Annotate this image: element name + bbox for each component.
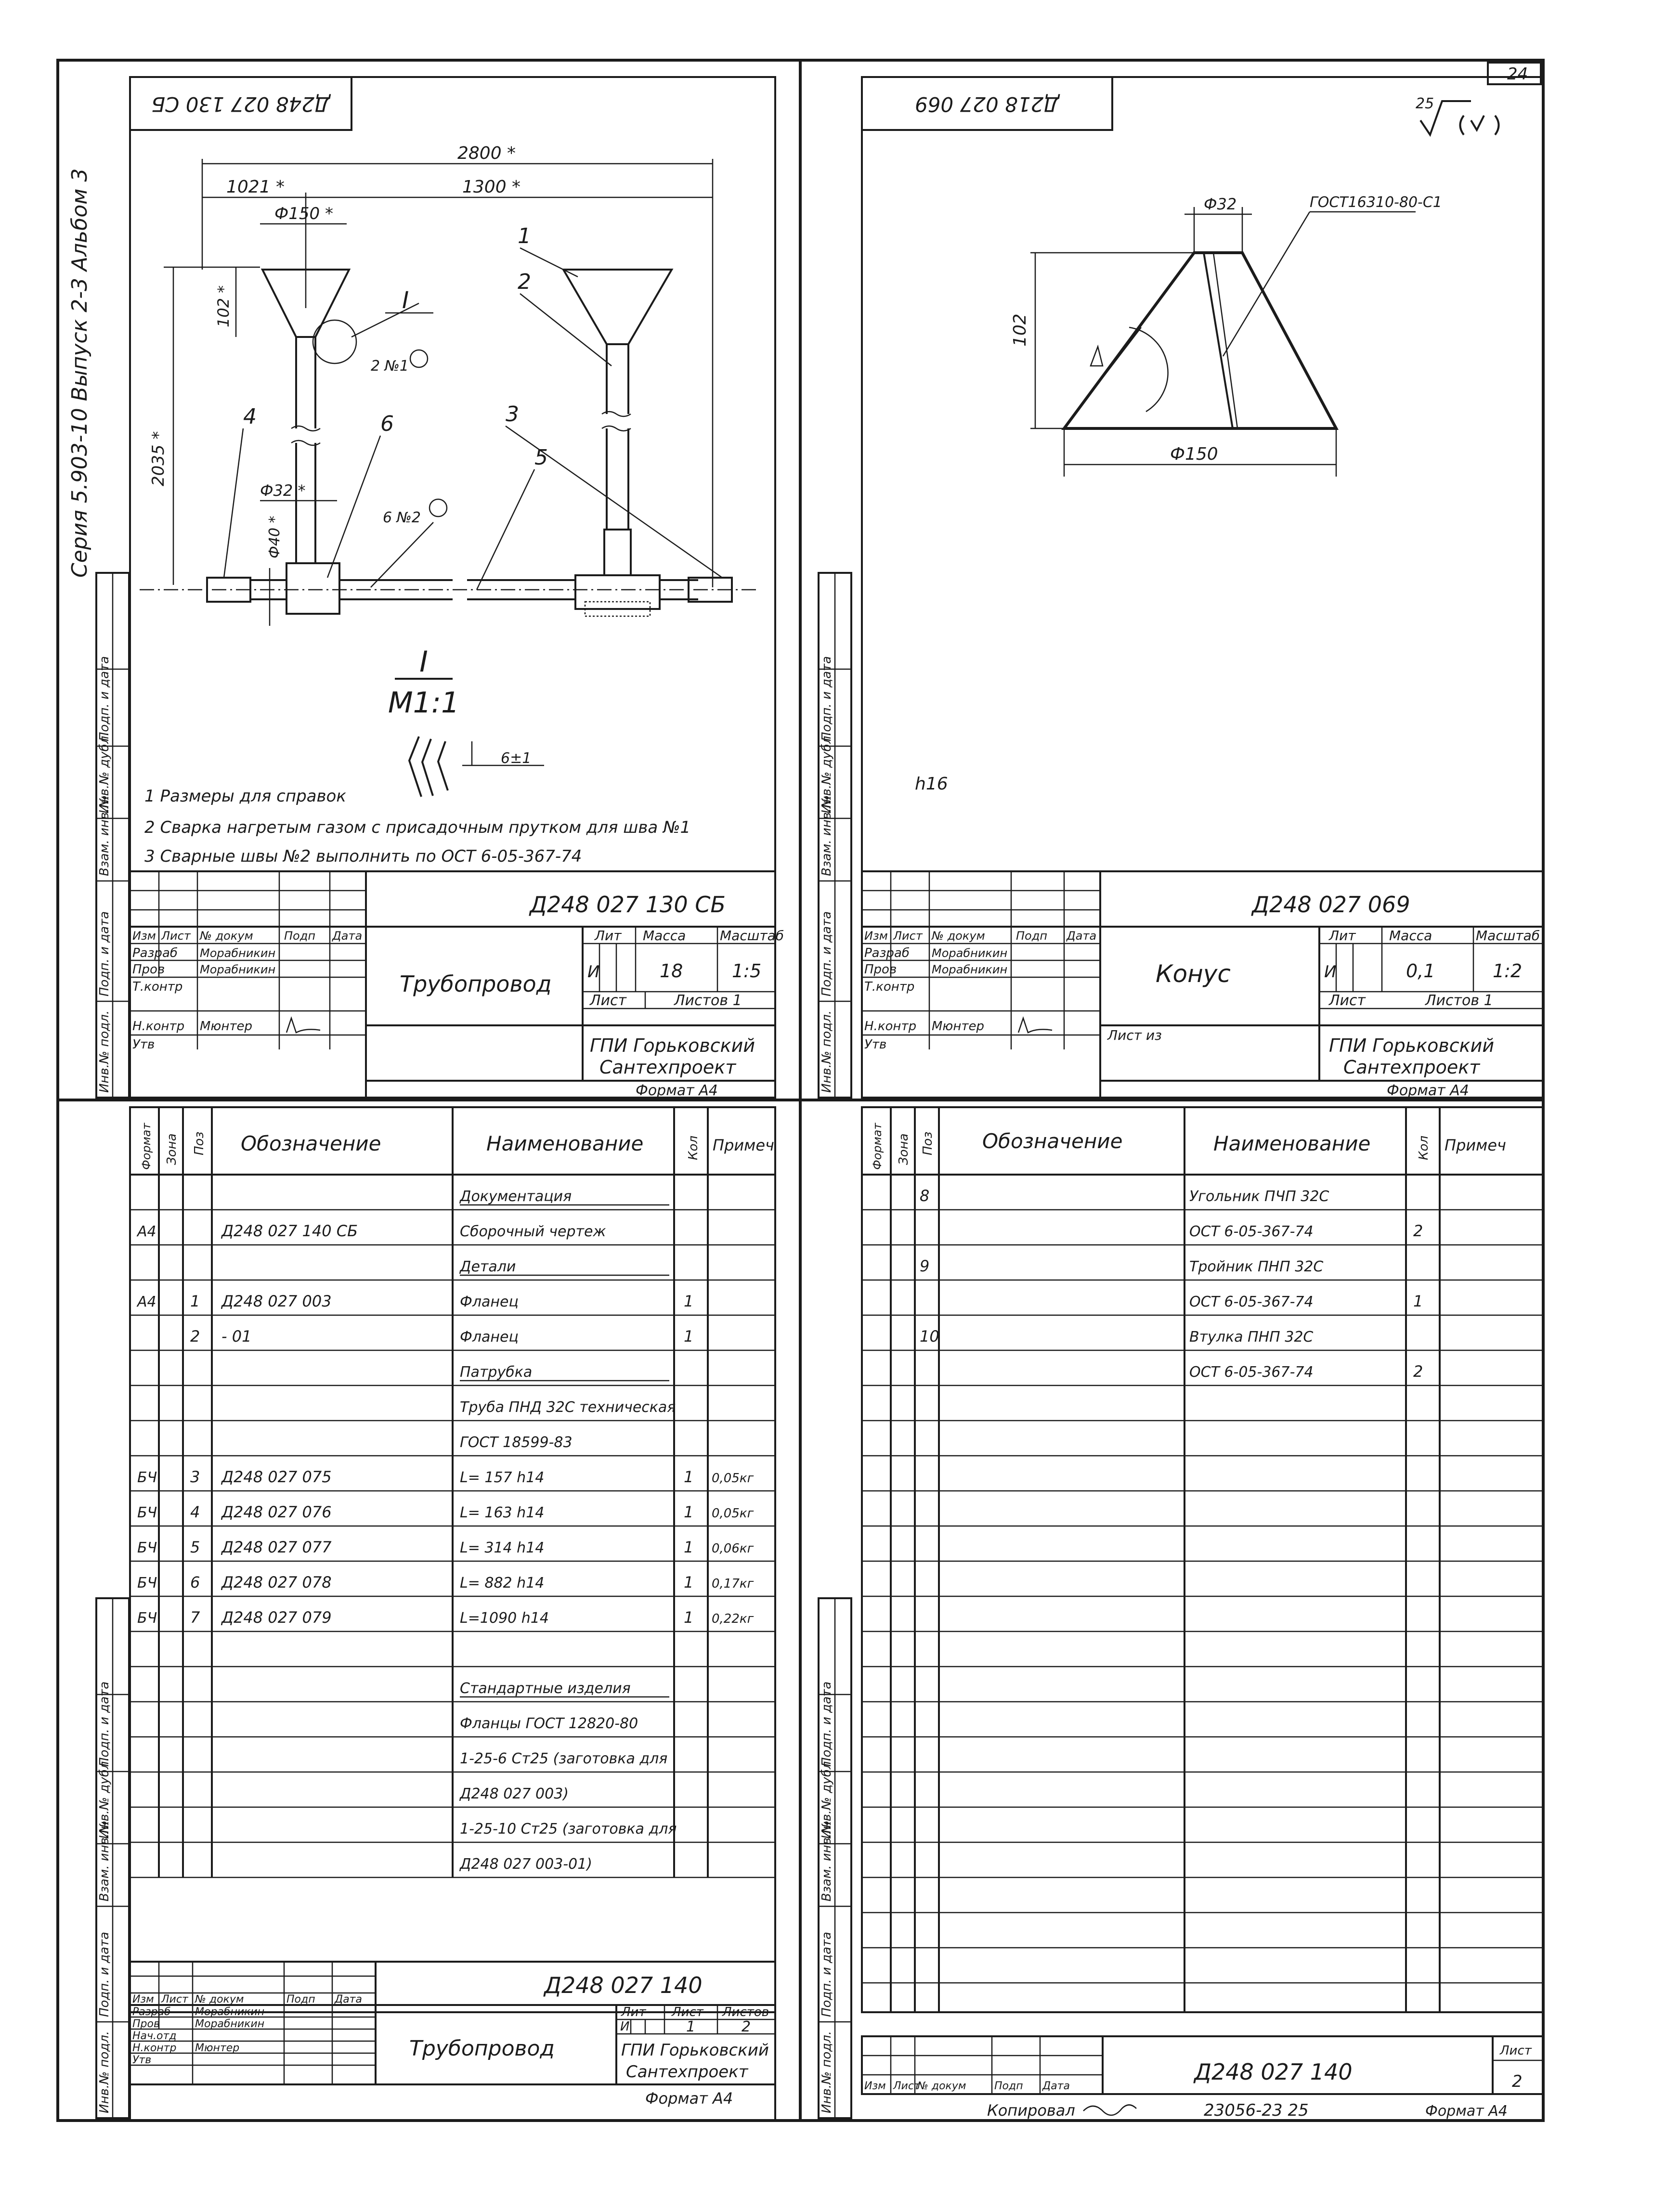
bl-tb-lit-h: Лит xyxy=(621,2005,646,2019)
tr-hdr-date: Дата xyxy=(1067,929,1097,943)
spec-row xyxy=(460,1750,667,1767)
spec-cell-poz: 8 xyxy=(920,1187,930,1205)
bl-tb-org2: Сантехпроект xyxy=(626,2062,748,2082)
tr-hdr-doc: № докум xyxy=(932,929,985,943)
bl-stamp-2: Подп. и дата xyxy=(97,1931,112,2017)
spec-cell-poz: 9 xyxy=(920,1257,930,1275)
r-hdr-kol: Кол xyxy=(1417,1136,1431,1160)
bl-title-block xyxy=(130,1962,775,2121)
tl-tb-scale-v: 1:5 xyxy=(732,960,762,982)
tl-tb-lit-h: Лит xyxy=(595,928,622,944)
spec-cell-qty: 1 xyxy=(684,1573,694,1591)
dim-pipe-d: Ф32 * xyxy=(260,481,306,500)
bl-tb-org1: ГПИ Горьковский xyxy=(621,2041,769,2060)
callout-I: I xyxy=(402,287,409,314)
spec-cell-qty: 1 xyxy=(684,1608,694,1627)
dim-overall: 2800 * xyxy=(457,143,516,163)
spec-cell-qty: 1 xyxy=(684,1503,694,1521)
spec-row xyxy=(137,1608,754,1627)
tr-tb-scale-v: 1:2 xyxy=(1493,960,1523,982)
detail-I xyxy=(388,645,544,797)
bl-hdr-doc: № докум xyxy=(195,1993,244,2005)
tr-name-nkontr: Мюнтер xyxy=(932,1019,984,1034)
spec-cell-name: Фланцы ГОСТ 12820-80 xyxy=(460,1715,638,1732)
spec-row xyxy=(460,1680,669,1697)
spec-cell-name: Тройник ПНП 32С xyxy=(1189,1258,1324,1275)
tl-hdr-podp: Подп xyxy=(284,929,316,943)
spec-cell-name: L= 882 h14 xyxy=(460,1575,545,1591)
bl-tb-sheets-h: Листов xyxy=(722,2005,769,2019)
spec-cell-poz: 2 xyxy=(190,1327,200,1345)
br-hdr-list: Лист xyxy=(893,2080,920,2092)
tl-role-nkontr: Н.контр xyxy=(132,1019,185,1034)
cone-dia-bottom: Ф150 xyxy=(1170,444,1218,464)
spec-row xyxy=(137,1503,754,1521)
weld-2-label: 6 №2 xyxy=(383,509,421,526)
tl-name-prov: Морабникин xyxy=(200,963,276,976)
spec-cell-poz: 7 xyxy=(190,1608,200,1627)
dim-funnel-d: Ф150 * xyxy=(274,204,333,223)
tr-hdr-izm: Изм xyxy=(864,929,888,943)
br-side-stamp xyxy=(819,1598,851,2118)
bl-hdr-izm: Изм xyxy=(132,1993,154,2005)
cone-dia-top: Ф32 xyxy=(1204,195,1237,213)
tr-role-nkontr: Н.контр xyxy=(864,1019,917,1034)
spec-cell-name: Фланец xyxy=(460,1329,519,1345)
dim-tee-d: Ф40 * xyxy=(266,516,283,558)
pos-2: 2 xyxy=(518,270,531,294)
tr-code-rotated: Д218 027 069 xyxy=(914,92,1060,116)
spec-row xyxy=(459,1785,569,1802)
roughness-mark xyxy=(1416,95,1499,135)
hdr-poz: Поз xyxy=(192,1131,207,1155)
spec-cell-name: L=1090 h14 xyxy=(460,1610,549,1627)
spec-row xyxy=(190,1327,693,1345)
spec-cell-name: Фланец xyxy=(460,1294,519,1310)
br-stamp-2: Подп. и дата xyxy=(820,1931,834,2017)
tr-role-prov: Пров xyxy=(864,962,897,977)
spec-cell-name: Труба ПНД 32С техническая xyxy=(460,1399,676,1416)
hdr-kol: Кол xyxy=(686,1136,701,1160)
tl-role-prov: Пров xyxy=(132,962,165,977)
bl-side-stamp xyxy=(96,1598,129,2118)
spec-cell-name: 1-25-6 Ст25 (заготовка для xyxy=(460,1750,668,1767)
tr-signature xyxy=(1018,1018,1052,1033)
bl-role-1: Разраб xyxy=(132,2006,171,2018)
bl-role-4: Н.контр xyxy=(132,2042,177,2054)
spec-cell-format: БЧ xyxy=(137,1504,157,1521)
spec-cell-format: А4 xyxy=(137,1223,156,1240)
r-hdr-primech: Примеч xyxy=(1445,1136,1506,1154)
spec-cell-code: Д248 027 078 xyxy=(221,1573,332,1591)
spec-cell-code: Д248 027 076 xyxy=(221,1503,332,1521)
tr-tb-list-iz: Лист из xyxy=(1107,1027,1162,1043)
tr-hdr-list: Лист xyxy=(893,929,923,943)
spec-row xyxy=(1189,1362,1423,1381)
tl-tb-org2: Сантехпроект xyxy=(599,1057,736,1078)
tl-tb-format: Формат А4 xyxy=(636,1082,718,1099)
cone-drawing xyxy=(915,194,1442,794)
tr-stamp-5: Подп. и дата xyxy=(820,656,834,741)
spec-cell-qty: 1 xyxy=(1413,1292,1423,1310)
spec-left-grid xyxy=(130,1107,775,2012)
tl-tb-sheets-h: Листов 1 xyxy=(674,992,742,1009)
hdr-oboznachenie: Обозначение xyxy=(241,1132,381,1155)
spec-cell-name: Стандартные изделия xyxy=(460,1680,631,1697)
tr-tb-lit-v: И xyxy=(1324,962,1337,982)
spec-cell-qty: 1 xyxy=(684,1327,694,1345)
tl-role-razrab: Разраб xyxy=(132,946,178,960)
bl-tb-format: Формат А4 xyxy=(645,2089,733,2108)
spec-row xyxy=(1189,1292,1423,1310)
cone-gost: ГОСТ16310-80-С1 xyxy=(1310,194,1442,211)
bl-tb-lit-v: И xyxy=(620,2019,630,2034)
spec-cell-name: ОСТ 6-05-367-74 xyxy=(1189,1294,1314,1310)
tr-tb-scale-h: Масштаб xyxy=(1476,928,1540,944)
br-hdr-date: Дата xyxy=(1042,2080,1070,2092)
tl-signature xyxy=(286,1018,320,1033)
bl-tb-sheets-v: 2 xyxy=(742,2018,751,2035)
pos-4: 4 xyxy=(243,404,257,429)
spec-cell-name: Втулка ПНП 32С xyxy=(1189,1329,1314,1345)
tl-tb-org1: ГПИ Горьковский xyxy=(590,1035,755,1056)
tr-name-prov: Морабникин xyxy=(932,963,1008,976)
tr-tb-format: Формат А4 xyxy=(1387,1082,1469,1099)
cone-tolerance: h16 xyxy=(915,774,948,794)
spec-cell-format: А4 xyxy=(137,1294,156,1310)
spec-left-headers xyxy=(140,1123,774,1170)
tl-hdr-doc: № докум xyxy=(200,929,253,943)
dim-right: 1300 * xyxy=(462,177,521,197)
dim-funnel-h: 102 * xyxy=(214,285,233,327)
br-hdr-izm: Изм xyxy=(864,2080,886,2092)
spec-cell-qty: 2 xyxy=(1413,1362,1423,1381)
spec-row xyxy=(459,1856,592,1873)
bl-hdr-date: Дата xyxy=(335,1993,362,2005)
bl-tb-sheet-h: Лист xyxy=(672,2005,703,2019)
bl-tb-code: Д248 027 140 xyxy=(544,1972,703,1998)
spec-cell-name: L= 157 h14 xyxy=(460,1469,545,1486)
br-stamp-3: Взам. инв.№ xyxy=(820,1820,834,1902)
bl-stamp-1: Инв.№ подл. xyxy=(97,2031,112,2113)
bl-tb-name: Трубопровод xyxy=(409,2036,555,2061)
br-title-block xyxy=(862,2036,1543,2094)
br-stamp-5: Подп. и дата xyxy=(820,1681,834,1767)
footer-copied: Копировал xyxy=(987,2101,1075,2120)
spec-cell-qty: 2 xyxy=(1413,1222,1423,1240)
bl-tb-sheet-v: 1 xyxy=(686,2018,696,2035)
spec-cell-note: 0,05кг xyxy=(712,1471,754,1486)
tr-name-razrab: Морабникин xyxy=(932,946,1008,960)
tl-role-utv: Утв xyxy=(132,1037,155,1052)
tl-hdr-izm: Изм xyxy=(132,929,156,943)
tr-tb-sheets-h: Листов 1 xyxy=(1425,992,1493,1009)
tl-name-razrab: Морабникин xyxy=(200,946,276,960)
page-number: 24 xyxy=(1507,65,1528,84)
r-hdr-oboznachenie: Обозначение xyxy=(982,1129,1123,1153)
spec-cell-format: БЧ xyxy=(137,1539,157,1556)
bl-stamp-3: Взам. инв.№ xyxy=(97,1820,112,1902)
spec-row xyxy=(460,1399,676,1416)
tr-tb-lit-h: Лит xyxy=(1329,928,1356,944)
spec-row xyxy=(136,1222,606,1240)
spec-row xyxy=(460,1715,638,1732)
spec-cell-note: 0,17кг xyxy=(712,1577,754,1591)
tr-role-tkontr: Т.контр xyxy=(864,980,915,994)
tl-tb-sheet-h: Лист xyxy=(590,992,627,1009)
r-hdr-naimenovanie: Наименование xyxy=(1213,1132,1371,1155)
r-hdr-format: Формат xyxy=(871,1123,884,1170)
tr-tb-code: Д248 027 069 xyxy=(1252,892,1410,918)
tl-tb-lit-v: И xyxy=(587,962,600,982)
hdr-format: Формат xyxy=(140,1123,153,1170)
br-hdr-podp: Подп xyxy=(994,2080,1023,2092)
footer xyxy=(987,2101,1508,2120)
br-stamp-4: Инв.№ дубл. xyxy=(820,1757,834,1839)
spec-row xyxy=(459,1188,669,1205)
pos-5: 5 xyxy=(534,445,548,470)
tr-stamp-4: Инв.№ дубл. xyxy=(820,732,834,814)
spec-cell-qty: 1 xyxy=(684,1468,694,1486)
spec-cell-name: 1-25-10 Ст25 (заготовка для xyxy=(460,1821,677,1837)
pos-1: 1 xyxy=(518,224,531,248)
bl-name-4: Мюнтер xyxy=(195,2042,240,2054)
br-tb-sheet-h: Лист xyxy=(1500,2044,1532,2058)
spec-row xyxy=(137,1538,754,1556)
spec-cell-code: - 01 xyxy=(221,1327,252,1345)
spec-cell-name: ОСТ 6-05-367-74 xyxy=(1189,1223,1314,1240)
spec-row xyxy=(137,1573,754,1591)
br-stamp-1: Инв.№ подл. xyxy=(820,2031,834,2113)
spec-cell-name: L= 314 h14 xyxy=(460,1539,545,1556)
r-hdr-zona: Зона xyxy=(897,1133,911,1165)
tr-role-razrab: Разраб xyxy=(864,946,910,960)
roughness-value: 25 xyxy=(1416,95,1434,112)
spec-cell-poz: 5 xyxy=(190,1538,200,1556)
tr-tb-org1: ГПИ Горьковский xyxy=(1329,1035,1495,1056)
spec-cell-code: Д248 027 075 xyxy=(221,1468,332,1486)
spec-cell-name: Сборочный чертеж xyxy=(460,1223,606,1240)
tl-role-tkontr: Т.контр xyxy=(132,980,183,994)
spec-cell-name: Д248 027 003) xyxy=(460,1785,569,1802)
note-2: 2 Сварка нагретым газом с присадочным прутком для шва №1 xyxy=(144,818,691,837)
stamp-vzam: Взам. инв.№ xyxy=(97,795,112,876)
bl-stamp-4: Инв.№ дубл. xyxy=(97,1757,112,1839)
series-side-text: Серия 5.903-10 Выпуск 2-3 Альбом 3 xyxy=(67,168,92,578)
spec-cell-code: Д248 027 077 xyxy=(221,1538,332,1556)
spec-cell-format: БЧ xyxy=(137,1610,157,1627)
spec-cell-name: Д248 027 003-01) xyxy=(460,1856,592,1873)
spec-cell-format: БЧ xyxy=(137,1469,157,1486)
bl-name-2: Морабникин xyxy=(195,2018,265,2030)
hdr-primech: Примеч xyxy=(713,1136,774,1154)
br-hdr-doc: № докум xyxy=(917,2080,966,2092)
note-3: 3 Сварные швы №2 выполнить по ОСТ 6-05-367-74 xyxy=(144,847,582,866)
bl-hdr-list: Лист xyxy=(161,1993,188,2005)
spec-cell-format: БЧ xyxy=(137,1575,157,1591)
tl-tb-code: Д248 027 130 СБ xyxy=(530,892,726,918)
spec-row xyxy=(1189,1222,1423,1240)
bl-role-3: Нач.отд xyxy=(132,2030,177,2042)
stamp-inv-dubl: Инв.№ дубл. xyxy=(97,732,112,814)
bl-hdr-podp: Подп xyxy=(286,1993,315,2005)
spec-row xyxy=(137,1468,754,1486)
tr-tb-sheet-h: Лист xyxy=(1329,992,1366,1009)
pos-6: 6 xyxy=(380,412,394,436)
dim-height: 2035 * xyxy=(149,431,168,486)
spec-cell-note: 0,22кг xyxy=(712,1612,754,1626)
footer-format: Формат А4 xyxy=(1425,2103,1508,2120)
footer-signature xyxy=(1083,2105,1136,2115)
spec-cell-poz: 6 xyxy=(190,1573,200,1591)
tr-stamp-2: Подп. и дата xyxy=(820,911,834,996)
spec-cell-name: Угольник ПЧП 32С xyxy=(1189,1188,1329,1205)
spec-cell-code: Д248 027 140 СБ xyxy=(221,1222,358,1240)
tr-stamp-3: Взам. инв.№ xyxy=(820,795,834,876)
tl-title-block xyxy=(130,871,784,1099)
tr-hdr-podp: Подп xyxy=(1016,929,1048,943)
spec-cell-poz: 3 xyxy=(190,1468,200,1486)
note-1: 1 Размеры для справок xyxy=(144,787,346,806)
hdr-naimenovanie: Наименование xyxy=(486,1132,644,1155)
spec-right-grid xyxy=(862,1107,1543,2012)
spec-row xyxy=(920,1327,1313,1345)
spec-row xyxy=(920,1187,1329,1205)
spec-row xyxy=(460,1364,669,1381)
tl-tb-mass-h: Масса xyxy=(643,928,686,944)
tr-title-block xyxy=(862,871,1543,1099)
spec-cell-name: ОСТ 6-05-367-74 xyxy=(1189,1364,1314,1381)
stamp-inv-podl: Инв.№ подл. xyxy=(97,1010,112,1093)
br-tb-code: Д248 027 140 xyxy=(1194,2059,1353,2085)
tl-tb-mass-v: 18 xyxy=(660,960,683,982)
bl-role-2: Пров xyxy=(132,2018,160,2030)
r-hdr-poz: Поз xyxy=(921,1131,935,1155)
stamp-podp-date-2: Подп. и дата xyxy=(97,656,112,741)
bl-stamp-5: Подп. и дата xyxy=(97,1681,112,1767)
tr-side-stamp xyxy=(819,573,851,1098)
spec-cell-poz: 4 xyxy=(190,1503,200,1521)
detail-dim: 6±1 xyxy=(501,750,532,767)
pos-3: 3 xyxy=(506,402,519,427)
tr-role-utv: Утв xyxy=(864,1037,887,1052)
tl-hdr-date: Дата xyxy=(332,929,363,943)
tr-tb-mass-h: Масса xyxy=(1389,928,1432,944)
spec-cell-name: Патрубка xyxy=(460,1364,533,1381)
spec-row xyxy=(136,1292,693,1310)
tr-tb-org2: Сантехпроект xyxy=(1343,1057,1480,1078)
tl-notes xyxy=(144,787,690,866)
bl-role-5: Утв xyxy=(132,2054,152,2066)
tl-code-rotated: Д248 027 130 СБ xyxy=(151,92,330,116)
stamp-podp-date: Подп. и дата xyxy=(97,911,112,996)
tr-tb-mass-v: 0,1 xyxy=(1406,960,1435,982)
br-tb-sheet-v: 2 xyxy=(1512,2072,1523,2091)
bl-name-1: Морабникин xyxy=(195,2006,265,2018)
footer-doc-number: 23056-23 25 xyxy=(1204,2101,1309,2120)
spec-row xyxy=(920,1257,1323,1275)
spec-cell-code: Д248 027 079 xyxy=(221,1608,332,1627)
tl-hdr-list: Лист xyxy=(161,929,191,943)
spec-cell-poz: 10 xyxy=(920,1327,939,1345)
spec-row xyxy=(459,1258,669,1275)
spec-cell-name: Документация xyxy=(460,1188,572,1205)
tr-tb-name: Конус xyxy=(1156,960,1231,988)
spec-cell-qty: 1 xyxy=(684,1292,694,1310)
hdr-zona: Зона xyxy=(165,1133,179,1165)
spec-cell-note: 0,05кг xyxy=(712,1506,754,1521)
tl-leaders xyxy=(224,224,722,590)
spec-cell-code: Д248 027 003 xyxy=(221,1292,332,1310)
spec-cell-note: 0,06кг xyxy=(712,1541,754,1556)
detail-title-bottom: М1:1 xyxy=(388,686,460,720)
spec-row xyxy=(460,1821,677,1837)
tl-right-assembly xyxy=(467,270,732,616)
spec-cell-name: L= 163 h14 xyxy=(460,1504,545,1521)
spec-cell-name: ГОСТ 18599-83 xyxy=(460,1434,573,1451)
detail-title-top: I xyxy=(419,645,428,679)
spec-right-rows xyxy=(862,1187,1543,1983)
spec-row xyxy=(460,1434,573,1451)
spec-cell-poz: 1 xyxy=(190,1292,200,1310)
tl-tb-scale-h: Масштаб xyxy=(720,928,784,944)
spec-cell-name: Детали xyxy=(460,1258,516,1275)
tr-stamp-1: Инв.№ подл. xyxy=(820,1010,834,1093)
tl-name-nkontr: Мюнтер xyxy=(200,1019,252,1034)
weld-1-label: 2 №1 xyxy=(371,358,409,375)
dim-left: 1021 * xyxy=(226,177,285,197)
spec-cell-qty: 1 xyxy=(684,1538,694,1556)
tl-tb-name: Трубопровод xyxy=(400,971,552,997)
cone-height: 102 xyxy=(1010,313,1030,347)
tl-side-stamp xyxy=(96,573,129,1098)
